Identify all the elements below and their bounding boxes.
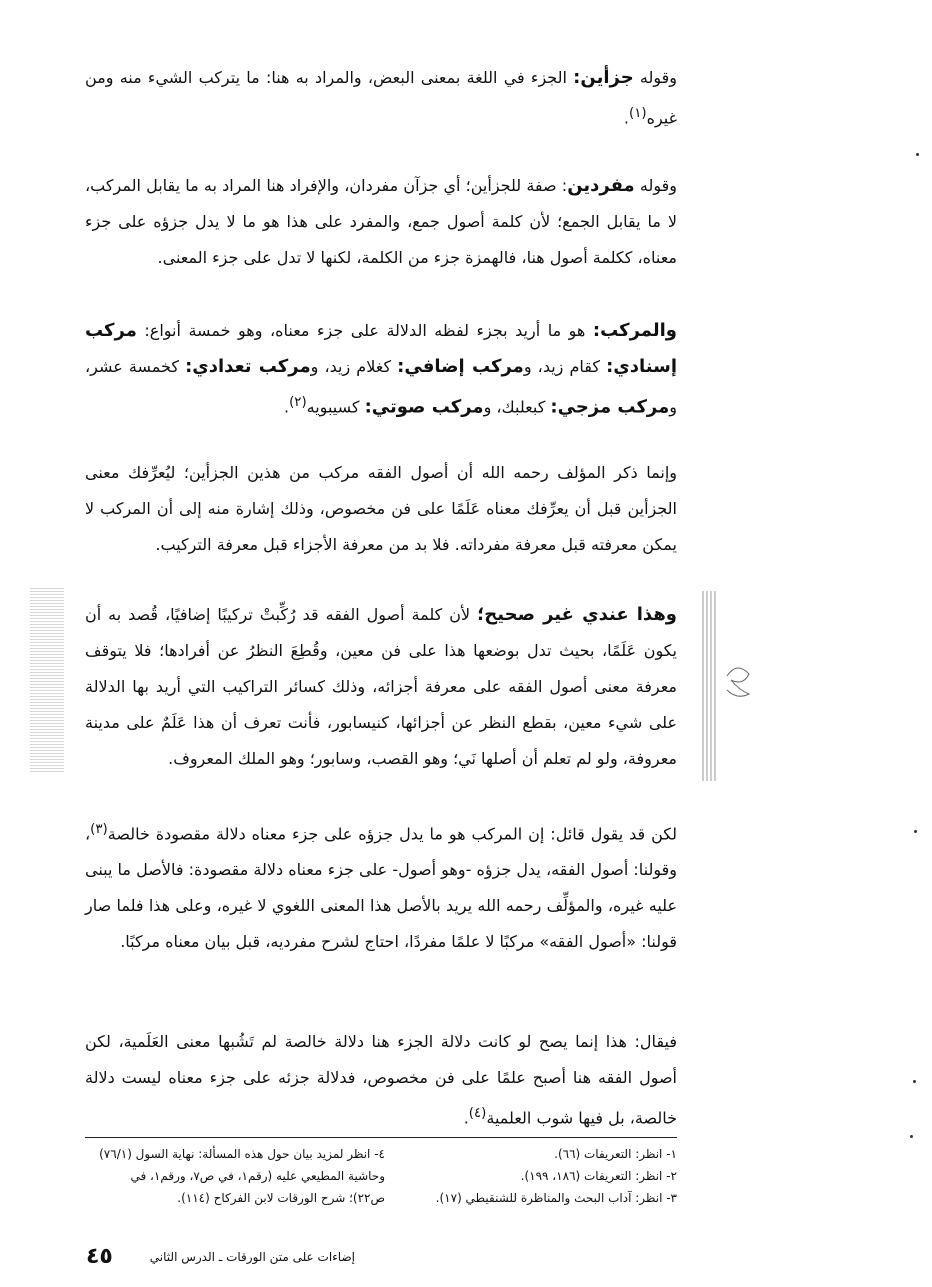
paragraph-objection bbox=[85, 597, 677, 777]
keyword-mazji: مركب مزجي: bbox=[550, 396, 670, 418]
para-tail: . bbox=[283, 397, 290, 417]
footnote-ref: (٢) bbox=[289, 395, 307, 410]
para-lead: وقوله bbox=[634, 176, 677, 195]
para-lead: وقوله bbox=[633, 68, 677, 87]
running-head: إضاءات على متن الورقات ـ الدرس الثاني bbox=[149, 1250, 355, 1264]
paragraph-murakkab bbox=[85, 313, 677, 425]
para-text: لأن كلمة أصول الفقه قد رُكِّبتْ تركيبًا إضافيًا، قُصد به أن يكون عَلَمًا، بحيث تدل بوضعها هذا على فن معين، وقُطِعَ النظرُ عن أفرادها؛ فلا يتوقف معرفة معنى أصول الفقه على معرفة أجزائه، وذلك كسائر التراكيب التي أريد بها الدلالة على شيء معين، بقطع النظر عن أجزائها، كنيسابور، فأنت تعرف أن هذا عَلَمٌ على مدينة معروفة، ولو لم تعلم أن أصلها نَي؛ وهو القصب، وسابور؛ وهو الملك المعروف. bbox=[85, 605, 677, 768]
para-text: كغلام زيد، و bbox=[310, 357, 398, 376]
footnote-4-cont: ص٢٢)؛ شرح الورقات لابن الفركاح (١١٤). bbox=[177, 1191, 385, 1205]
paragraph-reply bbox=[85, 1024, 677, 1136]
keyword-idafi: مركب إضافي: bbox=[397, 356, 524, 377]
footnotes-right-column bbox=[420, 1143, 677, 1209]
footnote-1: ١- انظر: التعريفات (٦٦). bbox=[554, 1147, 677, 1161]
footnote-3: ٣- انظر: آداب البحث والمناظرة للشنقيطي (١٧). bbox=[435, 1191, 677, 1205]
para-text: كخمسة عشر، و bbox=[85, 357, 677, 417]
margin-ornament-icon bbox=[697, 586, 755, 786]
para-text: الجزء في اللغة بمعنى البعض، والمراد به هنا: ما يتركب الشيء منه ومن غيره bbox=[85, 68, 677, 128]
para-tail: . bbox=[463, 1108, 469, 1128]
keyword: مفردين bbox=[567, 175, 635, 196]
para-text: كقام زيد، و bbox=[523, 357, 607, 376]
para-text: فيقال: هذا إنما يصح لو كانت دلالة الجزء هنا دلالة خالصة لم تَشُبها معنى العَلَمية، لكن أصول الفقه هنا أصبح علمًا على فن مخصوص، فدلالة جزئه على جزء معناه ليست دلالة خالصة، بل فيها شوب العلمية bbox=[85, 1032, 677, 1128]
paragraph-counter bbox=[85, 812, 677, 960]
para-text: وإنما ذكر المؤلف رحمه الله أن أصول الفقه مركب من هذين الجزأين؛ ليُعرِّفك معنى الجزأين قبل أن يعرِّفك معناه عَلَمًا على فن مخصوص، وذلك إشارة منه إلى أن المركب لا يمكن معرفته قبل معرفة مفرداته. فلا بد من معرفة الأجزاء قبل معرفة التركيب. bbox=[85, 463, 677, 554]
scan-artifact bbox=[30, 588, 64, 772]
para-tail: ، وقولنا: أصول الفقه، يدل جزؤه -وهو أصول- على جزء معناه دلالة مقصودة: فالأصل ما يبنى عليه غيره، والمؤلِّف رحمه الله يريد بالأصل هذا المعنى اللغوي لا غيره، وعلى هذا فلما صار قولنا: «أصول الفقه» مركبًا لا علمًا مفردًا، احتاج لشرح مفرديه، قبل بيان معناه مركبًا. bbox=[85, 824, 677, 952]
para-text: كسيبويه bbox=[306, 397, 365, 417]
paragraph-juzain bbox=[85, 60, 677, 136]
footnote-ref: (٣) bbox=[90, 822, 108, 837]
keyword-isnadi: مركب إسنادي: bbox=[85, 320, 678, 377]
keyword-sawti: مركب صوتي: bbox=[364, 396, 484, 418]
keyword-taadadi: مركب تعدادي: bbox=[185, 356, 311, 377]
keyword: وهذا عندي غير صحيح؛ bbox=[477, 604, 677, 625]
para-text: لكن قد يقول قائل: إن المركب هو ما يدل جزؤه على جزء معناه دلالة مقصودة خالصة bbox=[107, 824, 677, 844]
keyword: جزأين: bbox=[573, 67, 634, 88]
footnote-4: ٤- انظر لمزيد بيان حول هذه المسألة: نهاية السول (٧٦/١) bbox=[99, 1147, 385, 1161]
footnote-ref: (٤) bbox=[468, 1106, 487, 1121]
paragraph-explanation bbox=[85, 455, 677, 563]
scan-speck bbox=[913, 1080, 916, 1083]
footnote-divider bbox=[85, 1137, 677, 1138]
scan-speck bbox=[914, 830, 917, 833]
para-tail: . bbox=[623, 108, 630, 128]
scan-speck bbox=[916, 153, 919, 156]
footnote-4-cont: وحاشية المطيعي عليه (رقم١، في ص٧، ورقم١، في bbox=[130, 1169, 385, 1183]
page-number: ٤٥ bbox=[86, 1244, 113, 1269]
scan-speck bbox=[910, 1135, 913, 1138]
para-text: كبعلبك، و bbox=[483, 397, 551, 417]
footnote-2: ٢- انظر: التعريفات (١٨٦، ١٩٩). bbox=[520, 1169, 677, 1183]
footnote-ref: (١) bbox=[629, 106, 647, 121]
keyword: والمركب: bbox=[592, 320, 677, 341]
para-text: هو ما أريد بجزء لفظه الدلالة على جزء معناه، وهو خمسة أنواع: bbox=[136, 321, 593, 340]
paragraph-mufradain bbox=[85, 168, 677, 276]
para-text: : صفة للجزأين؛ أي جزآن مفردان، والإفراد هنا المراد به ما يقابل المركب، لا ما يقابل الجمع؛ لأن كلمة أصول جمع، والمفرد على هذا هو ما لا يدل جزؤه على جزء معناه، ككلمة أصول هنا، فالهمزة جزء من الكلمة، لكنها لا تدل على جزء المعنى. bbox=[85, 176, 677, 267]
footnotes-left-column bbox=[85, 1143, 385, 1209]
